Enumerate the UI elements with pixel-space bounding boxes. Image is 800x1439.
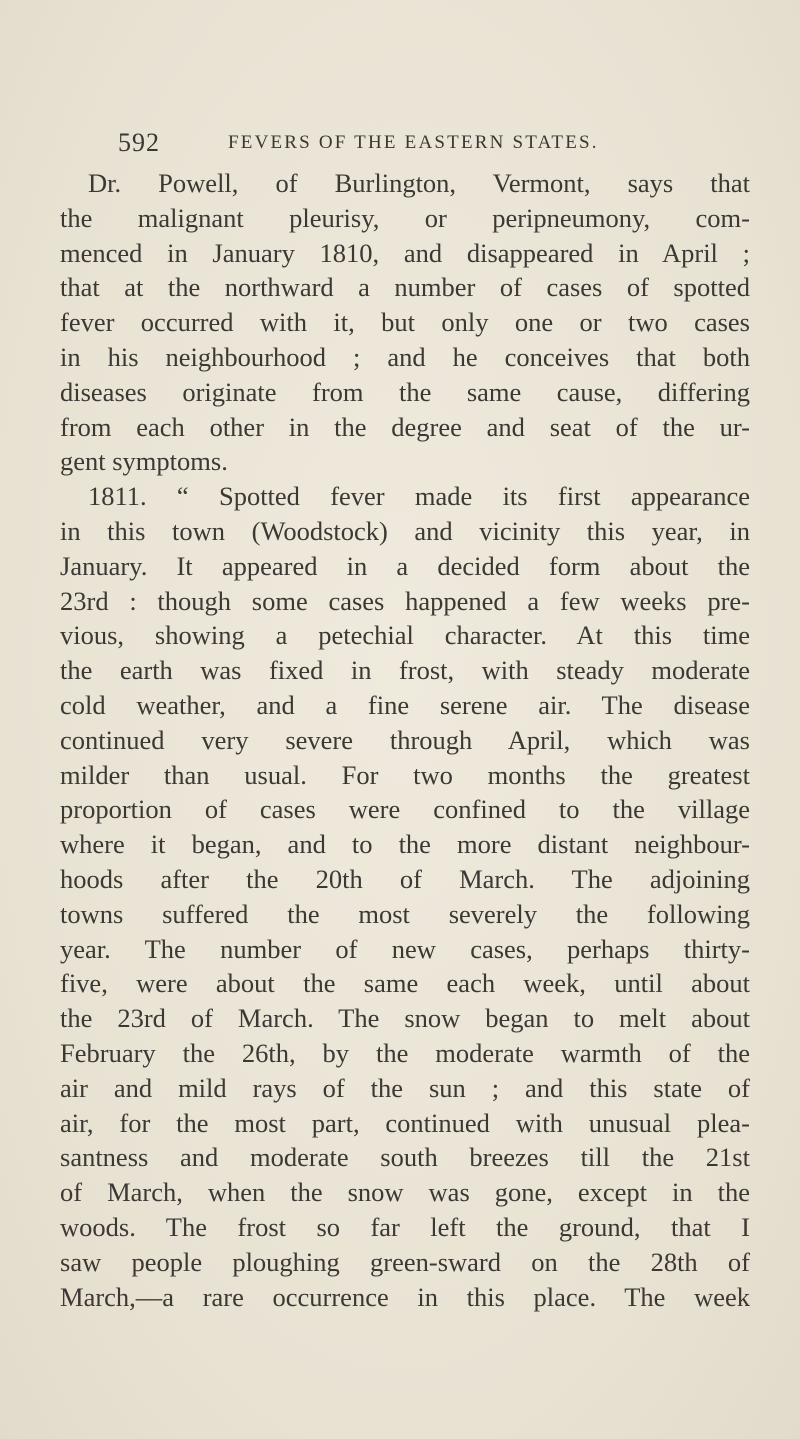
text-line: where it began, and to the more distant neighbour-: [60, 829, 750, 860]
text-line: the malignant pleurisy, or peripneumony, com-: [60, 202, 750, 233]
text-line: 1811. “ Spotted fever made its first appearance: [88, 481, 750, 512]
text-line: the 23rd of March. The snow began to melt about: [60, 1003, 750, 1034]
text-line: diseases originate from the same cause, differing: [60, 376, 750, 407]
text-line: February the 26th, by the moderate warmth of the: [60, 1037, 750, 1068]
running-title: FEVERS OF THE EASTERN STATES.: [228, 132, 599, 153]
text-line: cold weather, and a fine serene air. The disease: [60, 689, 750, 720]
text-line: 23rd : though some cases happened a few weeks pre-: [60, 585, 750, 616]
text-line: hoods after the 20th of March. The adjoining: [60, 863, 750, 894]
text-line: fever occurred with it, but only one or two cases: [60, 307, 750, 338]
text-line: vious, showing a petechial character. At this time: [60, 620, 750, 651]
text-line: proportion of cases were confined to the village: [60, 794, 750, 825]
text-line: five, were about the same each week, until about: [60, 968, 750, 999]
text-line: year. The number of new cases, perhaps thirty-: [60, 933, 750, 964]
text-line: santness and moderate south breezes till the 21st: [60, 1142, 750, 1173]
text-line: saw people ploughing green-sward on the 28th of: [60, 1246, 750, 1277]
text-line: milder than usual. For two months the greatest: [60, 759, 750, 790]
text-line: air and mild rays of the sun ; and this state of: [60, 1072, 750, 1103]
text-line: woods. The frost so far left the ground, that I: [60, 1211, 750, 1242]
text-line: in his neighbourhood ; and he conceives that both: [60, 341, 750, 372]
text-line: the earth was fixed in frost, with steady moderate: [60, 655, 750, 686]
text-line: that at the northward a number of cases of spotted: [60, 272, 750, 303]
page-number: 592: [118, 128, 160, 157]
text-line: Dr. Powell, of Burlington, Vermont, says that: [88, 168, 750, 198]
text-line: menced in January 1810, and disappeared in April ;: [60, 237, 750, 268]
text-line: continued very severe through April, which was: [60, 724, 750, 755]
text-line: March,—a rare occurrence in this place. The week: [60, 1281, 750, 1312]
text-line: gent symptoms.: [60, 446, 228, 477]
text-line: from each other in the degree and seat of the ur-: [60, 411, 750, 442]
text-line: in this town (Woodstock) and vicinity this year, in: [60, 515, 750, 546]
text-line: January. It appeared in a decided form about the: [60, 550, 750, 581]
text-line: towns suffered the most severely the following: [60, 898, 750, 929]
page-header: [118, 128, 758, 162]
text-line: air, for the most part, continued with unusual plea-: [60, 1107, 750, 1138]
body-text: [60, 166, 750, 1314]
text-line: of March, when the snow was gone, except in the: [60, 1177, 750, 1208]
